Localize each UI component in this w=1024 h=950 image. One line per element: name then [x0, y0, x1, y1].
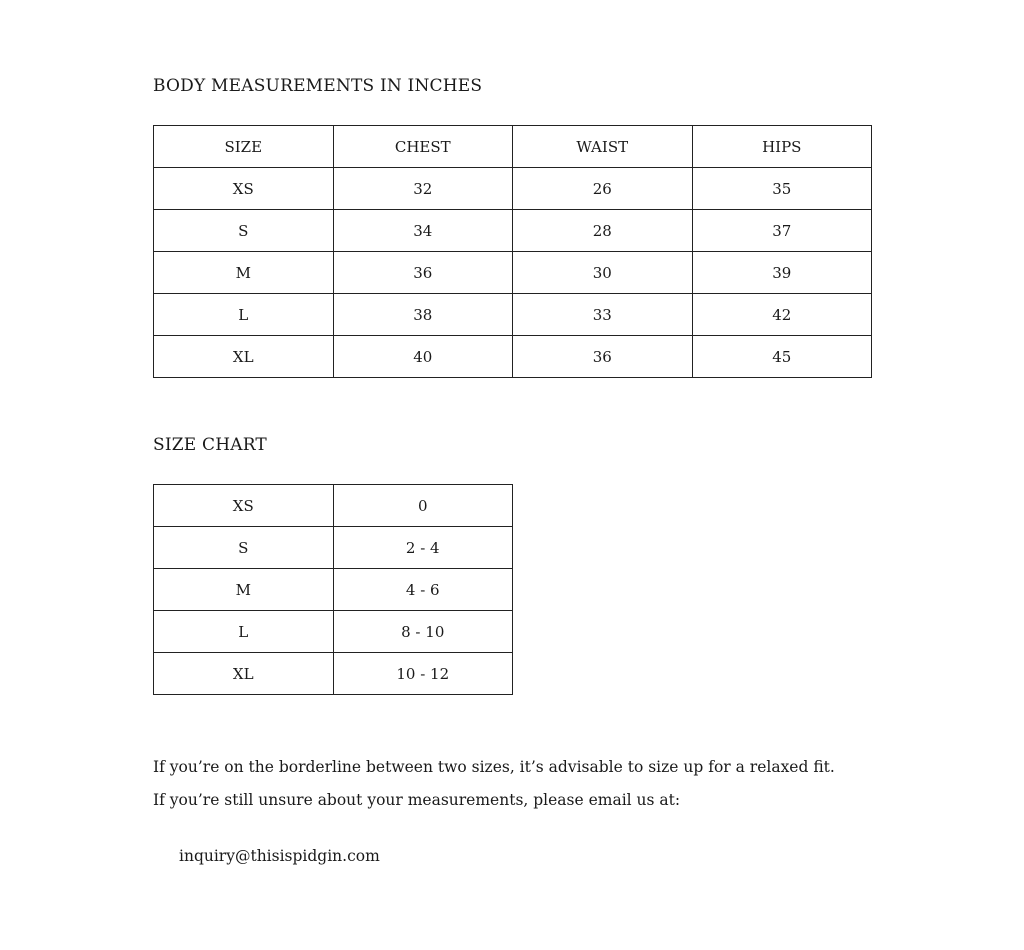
table-header-row: [154, 126, 872, 168]
table-row: [154, 252, 872, 294]
hips-cell: 39: [692, 252, 872, 294]
header-size: SIZE: [154, 126, 334, 168]
table-row: [154, 294, 872, 336]
waist-cell: 26: [513, 168, 693, 210]
numeric-size-cell: 8 - 10: [333, 611, 513, 653]
size-cell: S: [154, 210, 334, 252]
hips-cell: 37: [692, 210, 872, 252]
size-up-advice: If you’re on the borderline between two sizes, it’s advisable to size up for a relaxed fit.: [153, 758, 835, 776]
chest-cell: 34: [333, 210, 513, 252]
table-row: [154, 336, 872, 378]
chest-cell: 40: [333, 336, 513, 378]
table-row: [154, 653, 513, 695]
contact-prompt: If you’re still unsure about your measurements, please email us at:: [153, 791, 681, 809]
waist-cell: 33: [513, 294, 693, 336]
size-cell: M: [154, 252, 334, 294]
numeric-size-cell: 4 - 6: [333, 569, 513, 611]
size-cell: XS: [154, 168, 334, 210]
waist-cell: 36: [513, 336, 693, 378]
size-cell: L: [154, 294, 334, 336]
size-cell: XL: [154, 653, 334, 695]
size-cell: M: [154, 569, 334, 611]
table-row: [154, 210, 872, 252]
numeric-size-cell: 2 - 4: [333, 527, 513, 569]
header-hips: HIPS: [692, 126, 872, 168]
chest-cell: 36: [333, 252, 513, 294]
table-row: [154, 527, 513, 569]
size-chart-title: SIZE CHART: [153, 435, 267, 455]
numeric-size-cell: 10 - 12: [333, 653, 513, 695]
header-waist: WAIST: [513, 126, 693, 168]
waist-cell: 28: [513, 210, 693, 252]
table-row: [154, 485, 513, 527]
body-measurements-title: BODY MEASUREMENTS IN INCHES: [153, 76, 483, 96]
size-cell: XL: [154, 336, 334, 378]
contact-email-link[interactable]: inquiry@thisispidgin.com: [179, 847, 380, 865]
hips-cell: 35: [692, 168, 872, 210]
size-cell: L: [154, 611, 334, 653]
body-measurements-table: [153, 125, 872, 378]
chest-cell: 32: [333, 168, 513, 210]
waist-cell: 30: [513, 252, 693, 294]
table-row: [154, 569, 513, 611]
numeric-size-cell: 0: [333, 485, 513, 527]
hips-cell: 45: [692, 336, 872, 378]
hips-cell: 42: [692, 294, 872, 336]
size-cell: XS: [154, 485, 334, 527]
size-chart-table: [153, 484, 513, 695]
table-row: [154, 611, 513, 653]
size-cell: S: [154, 527, 334, 569]
header-chest: CHEST: [333, 126, 513, 168]
table-row: [154, 168, 872, 210]
chest-cell: 38: [333, 294, 513, 336]
